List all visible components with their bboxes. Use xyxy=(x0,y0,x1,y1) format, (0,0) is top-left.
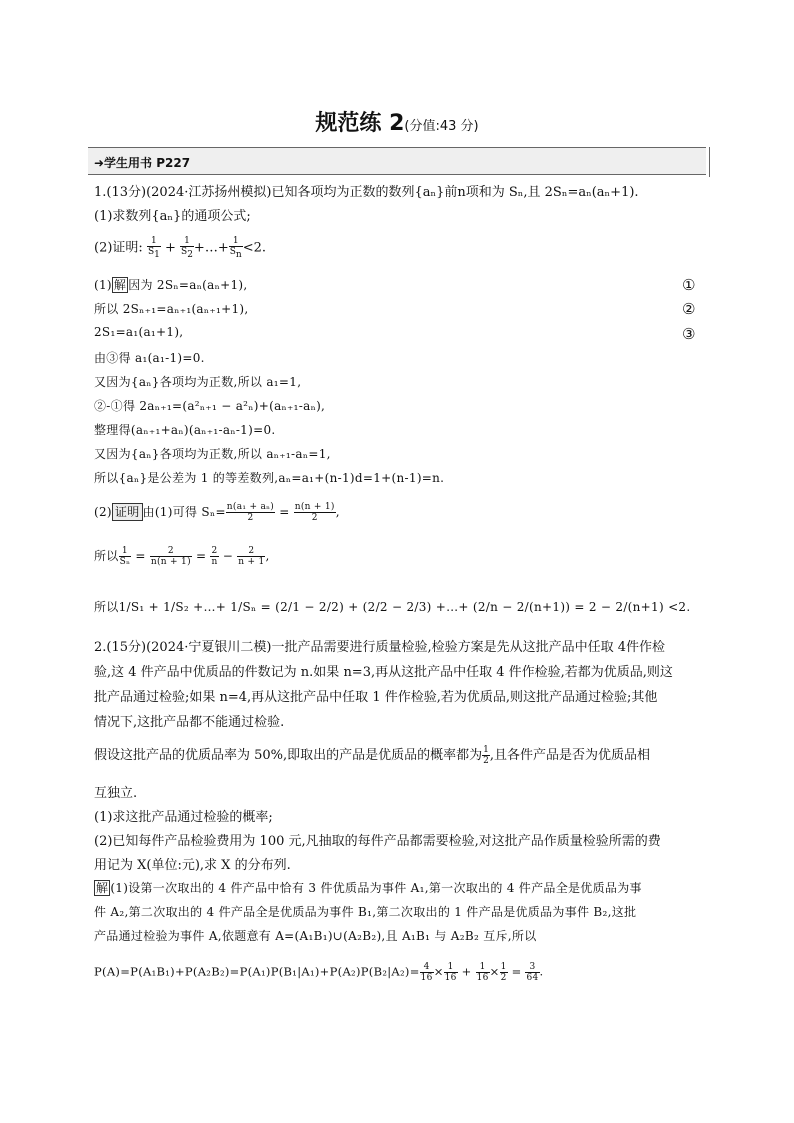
q1-sol-line9: 所以{aₙ}是公差为 1 的等差数列,aₙ=a₁+(n-1)d=1+(n-1)=n. xyxy=(94,471,445,485)
q2-part2b: 用记为 X(单位:元),求 X 的分布列. xyxy=(94,858,291,873)
eq-num-2: ② xyxy=(682,300,696,318)
eq-num-1: ① xyxy=(682,276,696,294)
q1-sol-line1 xyxy=(94,276,248,293)
frac: $\frac{2}{n(n + 1)}$ xyxy=(150,546,191,567)
q1-sol-line10: (2) 证明 由(1)可得 Sₙ= $\frac{\text{n(a₁ + aₙ)}}{2}$ = $\frac{n(n + 1)}{2}$ , xyxy=(94,502,340,523)
sol-text: (1)设第一次取出的 4 件产品中恰有 3 件优质品为事件 A₁,第一次取出的 4 件产品全是优质品为事 xyxy=(110,881,642,895)
q1-sol-line6: ②-①得 2aₙ₊₁=(a²ₙ₊₁ − a²ₙ)+(aₙ₊₁-aₙ), xyxy=(94,399,326,413)
banner-text: ➜学生用书 P227 xyxy=(94,156,191,170)
title-score: (分值:43 分) xyxy=(404,119,479,134)
zhengming-tag: 证明 xyxy=(112,503,143,521)
frac: $\frac{1}{2}$ xyxy=(500,962,507,983)
frac: $\frac{n(n + 1)}{2}$ xyxy=(294,502,335,523)
q2-stem-1: 2.(15分)(2024·宁夏银川二模)一批产品需要进行质量检验,检验方案是先从这批产品中任取 4件作检 xyxy=(94,640,665,655)
q2-sol-line2: 件 A₂,第二次取出的 4 件产品全是优质品为事件 B₁,第二次取出的 1 件产品是优质品为事件 B₂,这批 xyxy=(94,905,637,919)
q1-sol-line11: 所以 $\frac{1}{\text{Sₙ}}$ = $\frac{2}{n(n + 1)}$ = $\frac{2}{n}$ − $\frac{2}{n + 1}$ , xyxy=(94,546,270,567)
q1-part2: (2)证明: $\frac{1}{S_1}$ + $\frac{1}{S_2}$ +…+ $\frac{1}{S_n}$ <2. xyxy=(94,236,266,260)
stem-text: ,且各件产品是否为优质品相 xyxy=(489,748,651,763)
part-label: (1) xyxy=(94,278,112,292)
stem-text: 假设这批产品的优质品率为 50%,即取出的产品是优质品的概率都为 xyxy=(94,748,483,763)
q1-sol-line12: 所以1/S₁ + 1/S₂ +…+ 1/Sₙ = (2/1 − 2/2) + (2/2 − 2/3) +…+ (2/n − 2/(n+1)) = 2 − 2/(n+1) <2. xyxy=(94,600,691,614)
q1-sol-line7: 整理得(aₙ₊₁+aₙ)(aₙ₊₁-aₙ-1)=0. xyxy=(94,423,276,437)
sol-text: 因为 2Sₙ=aₙ(aₙ+1), xyxy=(128,278,248,292)
q1-part2-suffix: +…+ xyxy=(193,240,229,256)
jie-tag: 解 xyxy=(96,881,109,895)
part-label: (2) xyxy=(94,505,112,519)
q2-stem-5 xyxy=(94,744,650,766)
q2-stem-3: 批产品通过检验;如果 n=4,再从这批产品中任取 1 件作检验,若为优质品,则这批产品通过检验;其他 xyxy=(94,690,658,705)
q2-sol-line1 xyxy=(94,879,642,896)
title-main: 规范练 2 xyxy=(315,111,405,136)
q1-sol-line3: 2S₁=a₁(a₁+1), xyxy=(94,325,184,339)
q1-stem: 1.(13分)(2024·江苏扬州模拟)已知各项均为正数的数列{aₙ}前n项和为 Sₙ,且 2Sₙ=aₙ(aₙ+1). xyxy=(94,185,639,200)
q2-stem-2: 验,这 4 件产品中优质品的件数记为 n.如果 n=3,再从这批产品中任取 4 件作检验,若都为优质品,则这 xyxy=(94,665,673,680)
eq-num-3: ③ xyxy=(682,325,696,343)
q1-part2-end: <2. xyxy=(242,240,266,256)
frac: $\frac{1}{S_1}$ xyxy=(147,236,160,260)
frac: $\frac{2}{n}$ xyxy=(211,546,218,567)
banner-edge xyxy=(705,147,710,177)
sol-text: 所以 xyxy=(94,549,119,563)
frac: $\frac{3}{64}$ xyxy=(526,962,539,983)
q1-sol-line2: 所以 2Sₙ₊₁=aₙ₊₁(aₙ₊₁+1), xyxy=(94,302,249,316)
q1-sol-line8: 又因为{aₙ}各项均为正数,所以 aₙ₊₁-aₙ=1, xyxy=(94,447,331,461)
jie-tag: 解 xyxy=(113,278,127,292)
frac: $\frac{1}{S_2}$ xyxy=(181,236,193,260)
q2-sol-line3: 产品通过检验为事件 A,依题意有 A=(A₁B₁)∪(A₂B₂),且 A₁B₁ 与 A₂B₂ 互斥,所以 xyxy=(94,929,537,943)
q2-stem-4: 情况下,这批产品都不能通过检验. xyxy=(94,715,285,730)
q2-part2a: (2)已知每件产品检验费用为 100 元,凡抽取的每件产品都需要检验,对这批产品作质量检验所需的费 xyxy=(94,834,661,849)
frac: $\frac{\text{n(a₁ + aₙ)}}{2}$ xyxy=(226,502,275,523)
frac: $\frac{1}{16}$ xyxy=(476,962,489,983)
sol-text: P(A)=P(A₁B₁)+P(A₂B₂)=P(A₁)P(B₁|A₁)+P(A₂)P(B₂|A₂)= xyxy=(94,964,420,979)
q2-stem-6: 互独立. xyxy=(94,786,138,801)
frac: $\frac{2}{n + 1}$ xyxy=(238,546,265,567)
frac: $\frac{1}{2}$ xyxy=(483,745,489,766)
frac: $\frac{1}{\text{Sₙ}}$ xyxy=(119,546,131,567)
q1-part1: (1)求数列{aₙ}的通项公式; xyxy=(94,209,251,224)
sol-text: 由(1)可得 Sₙ= xyxy=(142,505,226,519)
frac: $\frac{1}{16}$ xyxy=(444,962,457,983)
q1-part2-prefix: (2)证明: xyxy=(94,240,143,256)
section-banner xyxy=(88,147,706,175)
frac: $\frac{1}{S_n}$ xyxy=(229,236,242,260)
q2-part1: (1)求这批产品通过检验的概率; xyxy=(94,810,273,825)
q1-sol-line4: 由③得 a₁(a₁-1)=0. xyxy=(94,351,205,365)
frac: $\frac{4}{16}$ xyxy=(420,962,433,983)
page-title xyxy=(0,106,794,137)
q1-sol-line5: 又因为{aₙ}各项均为正数,所以 a₁=1, xyxy=(94,375,302,389)
q2-sol-line4: P(A)=P(A₁B₁)+P(A₂B₂)=P(A₁)P(B₁|A₁)+P(A₂)P(B₂|A₂)= $\frac{4}{16}$ × $\frac{1}{16}$ + $\frac{1}{16}$ × $\frac{1}{2}$ = $\frac{3}{64}$ . xyxy=(94,962,544,983)
